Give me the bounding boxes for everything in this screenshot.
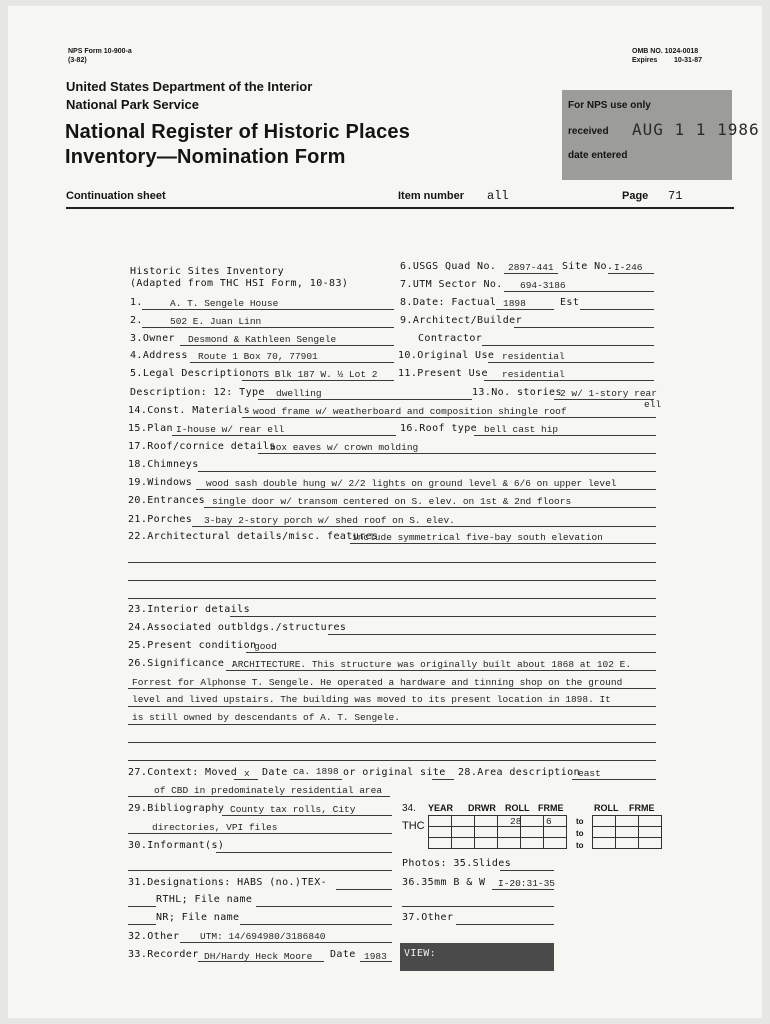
grid-cell	[521, 827, 544, 838]
photos-slides-line	[500, 870, 554, 871]
field-4-label: 4.Address	[130, 350, 188, 361]
grid-cell	[616, 838, 639, 849]
field-34-to-2: to	[576, 829, 584, 838]
field-11-line	[484, 380, 654, 381]
field-36-value: I-20:31-35	[498, 878, 556, 889]
field-13-value-cont: ell	[644, 399, 662, 410]
expires-label: Expires	[632, 57, 658, 64]
field-26-rule-1	[226, 670, 656, 671]
header-rule	[66, 207, 734, 209]
field-6-value: 2897-441	[508, 262, 554, 273]
grid-cell	[639, 816, 662, 827]
field-19-label: 19.Windows	[128, 477, 193, 488]
field-1-label: 1.	[130, 297, 143, 308]
field-19-value: wood sash double hung w/ 2/2 lights on ground level & 6/6 on upper level	[206, 478, 617, 489]
field-26-rule-4	[128, 724, 656, 725]
grid-cell	[429, 838, 452, 849]
field-21-value: 3-bay 2-story porch w/ shed roof on S. elev.	[204, 515, 455, 526]
field-34-header-frme-2: FRME	[629, 803, 655, 813]
form-date: (3-82)	[68, 57, 87, 64]
field-34-header-roll-2: ROLL	[594, 803, 619, 813]
photos-slides-label: Photos: 35.Slides	[402, 858, 512, 869]
field-22-label: 22.Architectural details/misc. features	[128, 531, 379, 542]
field-17-line	[258, 453, 656, 454]
field-34-frame-value: 6	[546, 816, 552, 827]
field-10-label: 10.Original Use	[398, 350, 495, 361]
field-13-line	[554, 399, 654, 400]
stamp-heading: For NPS use only	[568, 100, 651, 111]
item-number-value: all	[487, 189, 509, 203]
field-13-value: 2 w/ 1-story rear	[560, 388, 657, 399]
field-23-line	[230, 616, 656, 617]
field-24-line	[328, 634, 656, 635]
rthl-line	[256, 906, 392, 907]
field-27-context-cont: of CBD in predominately residential area	[154, 785, 383, 796]
field-30-line	[216, 852, 392, 853]
field-20-line	[204, 507, 656, 508]
grid-cell	[544, 827, 567, 838]
field-21-label: 21.Porches	[128, 514, 193, 525]
field-14-value: wood frame w/ weatherboard and composition shingle roof	[253, 406, 567, 417]
field-11-label: 11.Present Use	[398, 368, 488, 379]
grid-cell	[593, 816, 616, 827]
field-36-line	[492, 889, 554, 890]
field-1-line	[142, 309, 394, 310]
field-6-line	[504, 273, 558, 274]
continuation-sheet-label: Continuation sheet	[66, 190, 166, 202]
field-18-label: 18.Chimneys	[128, 459, 199, 470]
field-27-date-label: Date	[262, 767, 288, 778]
field-34-header-year: YEAR	[428, 803, 454, 813]
field-17-label: 17.Roof/cornice details	[128, 441, 276, 452]
field-5-value: OTS Blk 187 W. ½ Lot 2	[252, 369, 378, 380]
field-22-line	[350, 543, 656, 544]
field-9-line	[514, 327, 654, 328]
field-22-blank-line-3	[128, 598, 656, 599]
field-6-site-line	[608, 273, 654, 274]
stamp-received-label: received	[568, 126, 609, 137]
field-32-value: UTM: 14/694980/3186840	[200, 931, 326, 942]
field-37-label: 37.Other	[402, 912, 454, 923]
field-2-label: 2.	[130, 315, 143, 326]
field-29-value-cont: directories, VPI files	[152, 822, 278, 833]
field-26-line-3: level and lived upstairs. The building was moved to its present location in 1898. It	[132, 694, 611, 705]
field-32-line	[180, 942, 392, 943]
field-8-line	[496, 309, 554, 310]
field-32-label: 32.Other	[128, 931, 180, 942]
field-28-line	[572, 779, 656, 780]
field-3-line	[180, 345, 394, 346]
field-34-label: 34.	[402, 803, 416, 814]
field-14-label: 14.Const. Materials	[128, 405, 250, 416]
field-22-value: include symmetrical five-bay south elevation	[352, 532, 603, 543]
grid-cell	[639, 838, 662, 849]
grid-cell	[452, 827, 475, 838]
grid-cell	[475, 838, 498, 849]
field-34-to-3: to	[576, 841, 584, 850]
nr-check-line	[128, 924, 156, 925]
rthl-label: RTHL; File name	[156, 894, 253, 905]
grid-cell	[616, 827, 639, 838]
field-24-label: 24.Associated outbldgs./structures	[128, 622, 347, 633]
grid-cell	[498, 838, 521, 849]
form-title-line2: Inventory—Nomination Form	[65, 146, 346, 168]
field-20-value: single door w/ transom centered on S. elev. on 1st & 2nd floors	[212, 496, 572, 507]
field-10-line	[488, 362, 654, 363]
field-4-line	[190, 362, 394, 363]
field-27-original-label: or original site	[343, 767, 446, 778]
field-7-line	[504, 291, 654, 292]
field-25-label: 25.Present condition	[128, 640, 257, 651]
field-3-value: Desmond & Kathleen Sengele	[188, 334, 337, 345]
field-19-line	[196, 489, 656, 490]
field-34-thc: THC	[402, 820, 425, 832]
field-10-value: residential	[502, 351, 565, 362]
field-26-rule-2	[128, 688, 656, 689]
field-4-value: Route 1 Box 70, 77901	[198, 351, 318, 362]
field-18-line	[198, 471, 656, 472]
grid-cell	[475, 827, 498, 838]
field-36-line-2	[402, 906, 554, 907]
field-7-label: 7.UTM Sector No.	[400, 279, 503, 290]
field-27-date-value: ca. 1898	[293, 766, 339, 777]
form-title-line1: National Register of Historic Places	[65, 121, 411, 143]
field-26-line-1: ARCHITECTURE. This structure was originally built about 1868 at 102 E.	[232, 659, 632, 670]
field-33-value: DH/Hardy Heck Moore	[204, 951, 313, 962]
grid-cell	[639, 827, 662, 838]
field-1-value: A. T. Sengele House	[170, 298, 279, 309]
grid-cell	[475, 816, 498, 827]
grid-cell	[452, 838, 475, 849]
field-21-line	[192, 526, 656, 527]
page-label: Page	[622, 190, 649, 202]
field-12-value: dwelling	[276, 388, 322, 399]
field-26-line-4: is still owned by descendants of A. T. Sengele.	[132, 712, 400, 723]
grid-cell	[593, 827, 616, 838]
field-15-line	[172, 435, 396, 436]
field-29-line-2	[128, 833, 392, 834]
field-29-label: 29.Bibliography	[128, 803, 225, 814]
grid-cell	[452, 816, 475, 827]
field-34-header-roll: ROLL	[505, 803, 530, 813]
field-6-site-label: Site No.	[562, 261, 614, 272]
field-27-moved-mark: x	[244, 768, 250, 779]
field-23-label: 23.Interior details	[128, 604, 250, 615]
field-34-roll-value: 28	[510, 816, 522, 827]
nps-use-stamp	[562, 90, 760, 180]
field-34-header-frme: FRME	[538, 803, 564, 813]
field-31-label: 31.Designations: HABS (no.)TEX-	[128, 877, 328, 888]
rthl-check-line	[128, 906, 156, 907]
field-25-value: good	[254, 641, 277, 652]
item-number-label: Item number	[398, 190, 465, 202]
view-label: VIEW:	[404, 948, 437, 959]
field-6-label: 6.USGS Quad No.	[400, 261, 497, 272]
field-7-value: 694-3186	[520, 280, 566, 291]
service-name: National Park Service	[66, 97, 199, 112]
form-number: NPS Form 10-900-a	[68, 48, 132, 55]
field-27-label: 27.Context: Moved	[128, 767, 238, 778]
inventory-subheading: (Adapted from THC HSI Form, 10-83)	[130, 278, 349, 289]
department-name: United States Department of the Interior	[66, 79, 313, 94]
field-26-rule-5	[128, 742, 656, 743]
field-36-label: 36.35mm B & W	[402, 877, 486, 888]
field-2-value: 502 E. Juan Linn	[170, 316, 262, 327]
field-13-label: 13.No. stories	[472, 387, 562, 398]
field-29-line	[222, 815, 392, 816]
page-number-value: 71	[668, 189, 683, 203]
field-31-line	[336, 889, 392, 890]
field-27-moved-line	[234, 779, 258, 780]
field-28-label: 28.Area description	[458, 767, 580, 778]
field-22-blank-line-2	[128, 580, 656, 581]
field-3-label: 3.Owner	[130, 333, 175, 344]
field-16-line	[474, 435, 656, 436]
field-25-line	[246, 652, 656, 653]
field-17-value: box eaves w/ crown molding	[270, 442, 419, 453]
field-20-label: 20.Entrances	[128, 495, 206, 506]
field-33-date-value: 1983	[364, 951, 387, 962]
field-8-label: 8.Date: Factual	[400, 297, 497, 308]
field-26-label: 26.Significance :	[128, 658, 238, 669]
grid-cell	[429, 827, 452, 838]
contractor-label: Contractor	[418, 333, 483, 344]
grid-cell	[521, 838, 544, 849]
grid-cell	[429, 816, 452, 827]
field-33-label: 33.Recorder	[128, 949, 199, 960]
field-5-label: 5.Legal Description	[130, 368, 252, 379]
contractor-line	[482, 345, 654, 346]
field-12-line	[258, 399, 472, 400]
field-33-line	[198, 961, 324, 962]
nr-line	[240, 924, 392, 925]
field-22-blank-line-1	[128, 562, 656, 563]
field-28-value: east	[578, 768, 601, 779]
field-27-original-line	[432, 779, 454, 780]
grid-cell	[593, 838, 616, 849]
field-27-context-line	[128, 796, 390, 797]
field-11-value: residential	[502, 369, 565, 380]
expires-date: 10-31-87	[674, 57, 703, 64]
grid-cell	[616, 816, 639, 827]
field-26-rule-3	[128, 706, 656, 707]
stamp-entered-label: date entered	[568, 150, 628, 161]
field-30-label: 30.Informant(s)	[128, 840, 225, 851]
field-9-label: 9.Architect/Builder	[400, 315, 522, 326]
inventory-heading: Historic Sites Inventory	[130, 266, 285, 277]
field-8-est-label: Est	[560, 297, 580, 308]
field-34-to-1: to	[576, 817, 584, 826]
field-37-line	[456, 924, 554, 925]
field-29-value: County tax rolls, City	[230, 804, 356, 815]
photo-record-grid-2	[592, 815, 662, 849]
field-27-date-line	[290, 779, 342, 780]
field-12-label: Description: 12: Type	[130, 387, 265, 398]
field-33-date-label: Date	[330, 949, 356, 960]
stamp-received-date: AUG 1 1 1986	[632, 120, 760, 139]
field-14-line	[242, 417, 656, 418]
field-34-header-drwr: DRWR	[468, 803, 496, 813]
field-30-line-2	[128, 870, 392, 871]
grid-cell	[544, 838, 567, 849]
field-2-line	[142, 327, 394, 328]
field-8-value: 1898	[503, 298, 526, 309]
field-26-rule-6	[128, 760, 656, 761]
nr-label: NR; File name	[156, 912, 240, 923]
field-26-line-2: Forrest for Alphonse T. Sengele. He operated a hardware and tinning shop on the ground	[132, 677, 623, 688]
field-15-label: 15.Plan	[128, 423, 173, 434]
omb-number: OMB NO. 1024-0018	[632, 48, 699, 55]
field-16-value: bell cast hip	[484, 424, 559, 435]
field-6-site-value: I-246	[614, 262, 643, 273]
grid-cell	[521, 816, 544, 827]
field-5-line	[242, 380, 394, 381]
field-33-date-line	[360, 961, 392, 962]
field-8-est-line	[580, 309, 654, 310]
field-15-value: I-house w/ rear ell	[176, 424, 285, 435]
field-16-label: 16.Roof type	[400, 423, 478, 434]
grid-cell	[498, 827, 521, 838]
